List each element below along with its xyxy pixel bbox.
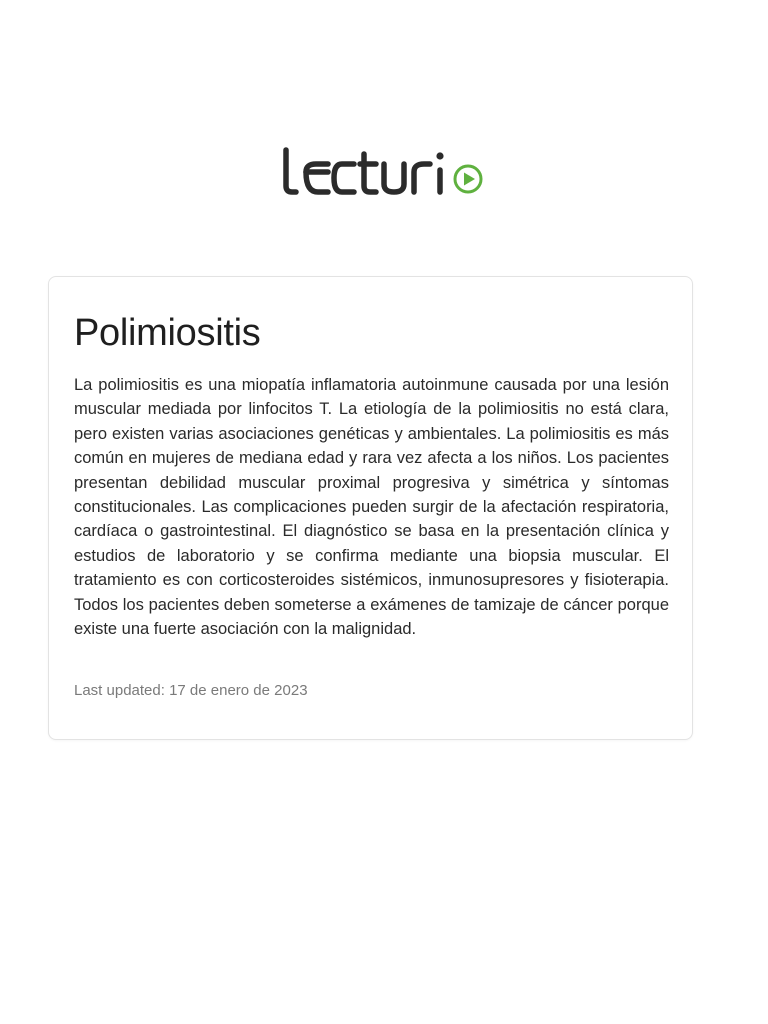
article-body: La polimiositis es una miopatía inflamatoria autoinmune causada por una lesión muscular mediada por linfocitos T. La etiología de la polimiositis no está clara, pero existen varias asociaciones genéticas y ambientales. La polimiositis es más común en mujeres de mediana edad y rara vez afecta a los niños. Los pacientes presentan debilidad muscular proximal progresiva y simétrica y síntomas constitucionales. Las complicaciones pueden surgir de la afectación respiratoria, cardíaca o gastrointestinal. El diagnóstico se basa en la presentación clínica y estudios de laboratorio y se confirma mediante una biopsia muscular. El tratamiento es con corticosteroides sistémicos, inmunosupresores y fisioterapia. Todos los pacientes deben someterse a exámenes de tamizaje de cáncer porque existe una fuerte asociación con la malignidad. [74,376,669,639]
lecturio-logo-icon [280,146,488,200]
article-card [48,276,693,740]
last-updated-text: Last updated: 17 de enero de 2023 [74,682,308,699]
article-title: Polimiositis [74,312,261,354]
lecturio-logo [280,146,488,200]
